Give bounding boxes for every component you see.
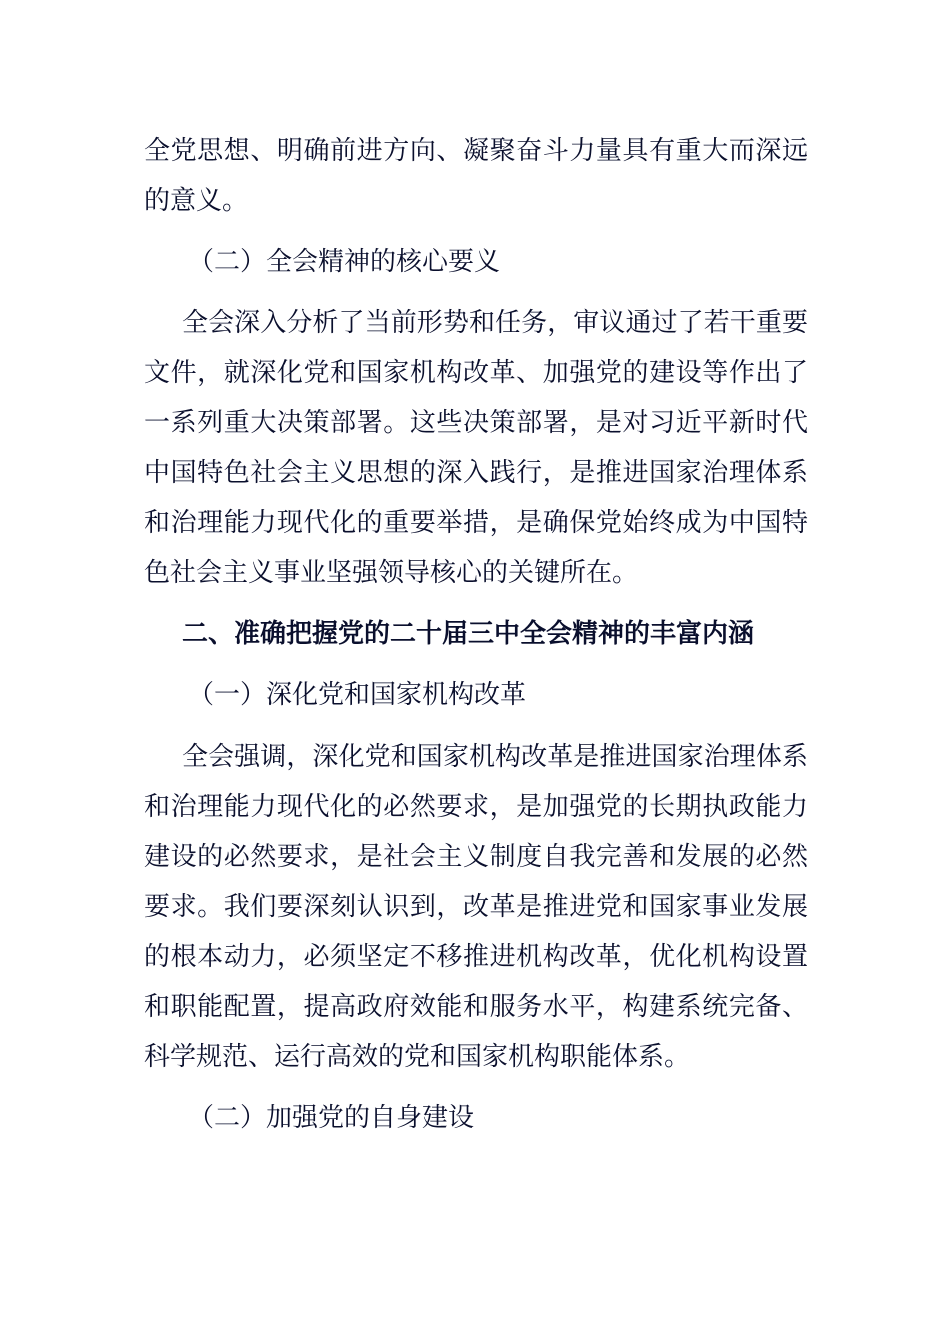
text-line: 要求。我们要深刻认识到，改革是推进党和国家事业发展 xyxy=(144,892,808,922)
paragraph-continuation xyxy=(144,126,808,226)
subheading-party-building xyxy=(144,1093,808,1143)
subheading-text: （一）深化党和国家机构改革 xyxy=(188,680,527,710)
section-heading-text: 二、准确把握党的二十届三中全会精神的丰富内涵 xyxy=(182,619,755,649)
text-line: 文件，就深化党和国家机构改革、加强党的建设等作出了 xyxy=(144,358,808,388)
subheading-core-essence xyxy=(144,237,808,287)
text-line: 色社会主义事业坚强领导核心的关键所在。 xyxy=(144,558,639,588)
subheading-text: （二）全会精神的核心要义 xyxy=(188,247,501,277)
paragraph-core-essence xyxy=(144,298,808,598)
text-line: 一系列重大决策部署。这些决策部署，是对习近平新时代 xyxy=(144,408,808,438)
text-line: 的意义。 xyxy=(144,186,249,216)
text-line: 全党思想、明确前进方向、凝聚奋斗力量具有重大而深远 xyxy=(144,136,808,166)
subheading-text: （二）加强党的自身建设 xyxy=(188,1103,475,1133)
paragraph-reform xyxy=(144,732,808,1082)
text-line: 科学规范、运行高效的党和国家机构职能体系。 xyxy=(144,1042,691,1072)
subheading-reform xyxy=(144,670,808,720)
section-heading-2 xyxy=(144,609,808,659)
text-line: 和职能配置，提高政府效能和服务水平，构建系统完备、 xyxy=(144,992,808,1022)
text-line: 和治理能力现代化的重要举措，是确保党始终成为中国特 xyxy=(144,508,808,538)
text-line: 全会强调，深化党和国家机构改革是推进国家治理体系 xyxy=(182,742,808,772)
text-line: 和治理能力现代化的必然要求，是加强党的长期执政能力 xyxy=(144,792,808,822)
text-line: 的根本动力，必须坚定不移推进机构改革，优化机构设置 xyxy=(144,942,808,972)
text-line: 全会深入分析了当前形势和任务，审议通过了若干重要 xyxy=(182,308,808,338)
text-line: 建设的必然要求，是社会主义制度自我完善和发展的必然 xyxy=(144,842,808,872)
text-line: 中国特色社会主义思想的深入践行，是推进国家治理体系 xyxy=(144,458,808,488)
